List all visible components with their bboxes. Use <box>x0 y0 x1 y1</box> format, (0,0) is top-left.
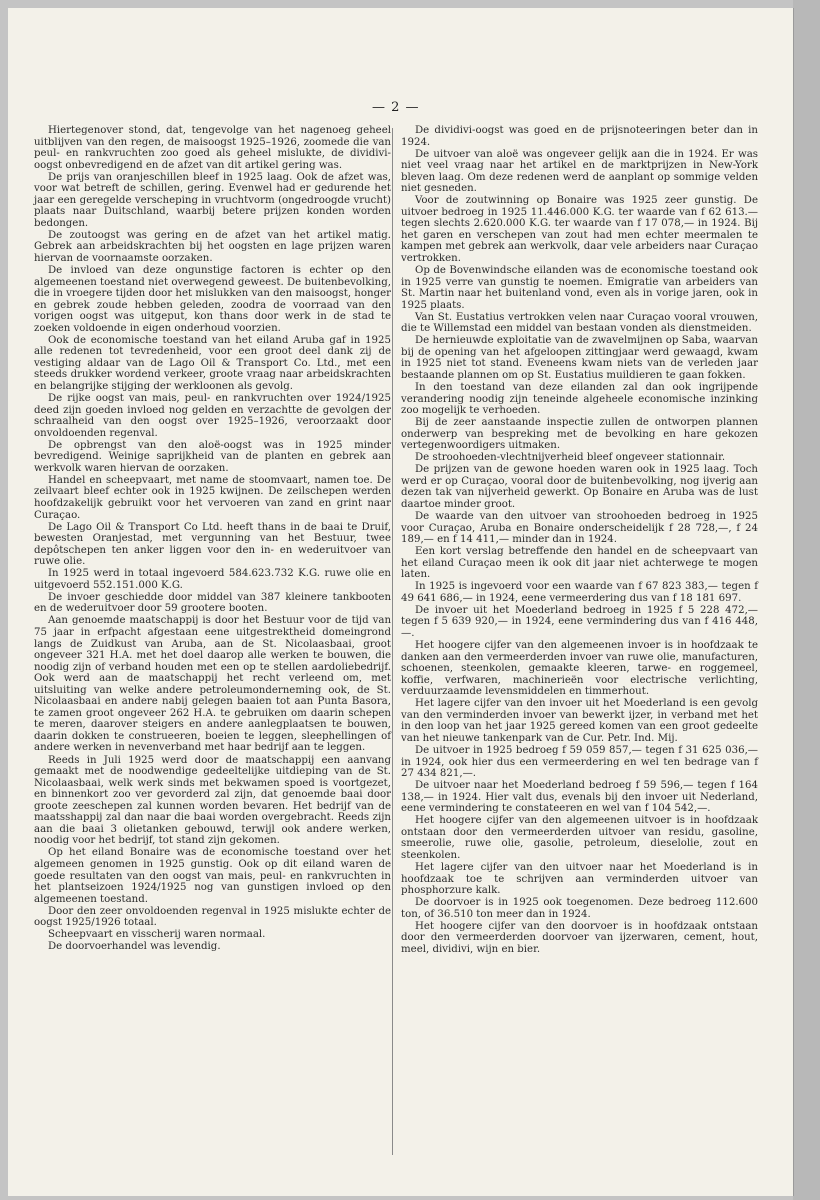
paragraph: Scheepvaart en visscherij waren normaal. <box>48 929 266 941</box>
paragraph: Door den zeer onvoldoenden regenval in 1925 mislukte echter de oogst 1925/1926 totaal. <box>34 905 391 929</box>
paragraph: De uitvoer van aloë was ongeveer gelijk aan die in 1924. Er was niet veel vraag naar het artikel en de marktprijzen in New-York bleven laag. Om deze redenen werd de aanplant op sommige velden niet gesneden. <box>401 148 758 195</box>
paragraph: Voor de zoutwinning op Bonaire was 1925 zeer gunstig. De uitvoer bedroeg in 1925 11.446.000 K.G. ter waarde van f 62 613.— tegen slechts 2.620.000 K.G. ter waarde van f 17 078,— in 1924. Bij het garen en verschepen van zout had men echter meermalen te kampen met gebrek aan werkvolk, daar vele arbeiders naar Curaçao vertrokken. <box>401 195 758 265</box>
paragraph: Het lagere cijfer van den uitvoer naar het Moederland is in hoofdzaak toe te schrijven aan verminderden uitvoer van phosphorzure kalk. <box>401 861 758 897</box>
paragraph: De waarde van den uitvoer van stroohoeden bedroeg in 1925 voor Curaçao, Aruba en Bonaire onderscheidelijk f 28 728,—, f 24 189,— en f 14 411,— minder dan in 1924. <box>401 511 758 546</box>
paragraph: Op de Bovenwindsche eilanden was de economische toestand ook in 1925 verre van gunstig te noemen. Emigratie van arbeiders van St. Martin naar het buitenland vond, even als in vorige jaren, ook in 1925 plaats. <box>401 265 758 311</box>
paragraph: Van St. Eustatius vertrokken velen naar Curaçao vooral vrouwen, die te Willemstad een middel van bestaan vonden als dienstmeiden. <box>401 311 758 335</box>
paragraph: De dividivi-oogst was goed en de prijsnoteeringen beter dan in 1924. <box>401 125 758 148</box>
paragraph: De zoutoogst was gering en de afzet van het artikel matig. Gebrek aan arbeidskrachten bij het oogsten en lage prijzen waren hiervan de voornaamste oorzaken. <box>34 229 391 265</box>
paragraph: Reeds in Juli 1925 werd door de maatschappij een aanvang gemaakt met de noodwendige gedeeltelijke uitdieping van de St. Nicolaasbaai, welk werk sinds met bekwamen spoed is voortgezet, en binnenkort zoo ver gevorderd zal zijn, dat genoemde baai door groote zeeschepen zal kunnen worden bevaren. Het bedrijf van de maatsshappij zal dan naar die baai worden overgebracht. Reeds zijn aan die baai 3 olietanken gebouwd, terwijl ook andere werken, noodig voor het bedrijf, tot stand zijn gekomen. <box>34 754 391 847</box>
paragraph: In den toestand van deze eilanden zal dan ook ingrijpende verandering noodig zijn teneinde algeheele economische inzinking zoo mogelijk te verhoeden. <box>401 382 758 417</box>
paragraph: De invloed van deze ongunstige factoren is echter op den algemeenen toestand niet overwegend geweest. De buitenbevolking, die in vroegere tijden door het mislukken van den maisoogst, honger en gebrek zoude hebben geleden, zoodra de voorraad van den vorigen oogst was uitgeput, kon thans door werk in de stad te zoeken voldoende in eigen onderhoud voorzien. <box>34 265 391 334</box>
paragraph: De invoer uit het Moederland bedroeg in 1925 f 5 228 472,— tegen f 5 639 920,— in 1924, eene vermindering dus van f 416 448,—. <box>401 604 758 640</box>
left-column <box>34 125 391 953</box>
paragraph: De doorvoerhandel was levendig. <box>48 941 221 953</box>
paragraph: Bij de zeer aanstaande inspectie zullen de ontworpen plannen onderwerp van bespreking met de bevolking en hare gekozen vertegenwoordigers uitmaken. <box>401 417 758 452</box>
paragraph: De uitvoer in 1925 bedroeg f 59 059 857,— tegen f 31 625 036,— in 1924, ook hier dus een vermeerdering en wel ten bedrage van f 27 434 821,—. <box>401 744 758 780</box>
paragraph: Hiertegenover stond, dat, tengevolge van het nagenoeg geheel uitblijven van den regen, de maisoogst 1925–1926, zoomede die van peul- en rankvruchten zoo goed als geheel mislukte, de dividivi-oogst onbevredigend en de afzet van dit artikel gering was. <box>34 125 391 171</box>
paragraph: Het hoogere cijfer van den algemeenen invoer is in hoofdzaak te danken aan den vermeerderden invoer van ruwe olie, manufacturen, schoenen, steenkolen, gemaakte kleeren, tarwe- en roggemeel, koffie, verfwaren, machinerieën voor electrische verlichting, verduurzaamde levensmiddelen en timmerhout. <box>401 640 758 698</box>
right-column <box>401 125 758 956</box>
paragraph: De invoer geschiedde door middel van 387 kleinere tankbooten en de wederuitvoer door 59 grootere booten. <box>34 591 391 615</box>
paragraph: Ook de economische toestand van het eiland Aruba gaf in 1925 alle redenen tot tevredenheid, voor een groot deel dank zij de vestiging aldaar van de Lago Oil & Transport Co. Ltd., met een steeds drukker wordend verkeer, groote vraag naar arbeidskrachten en belangrijke stijging der werkloonen als gevolg. <box>34 334 391 393</box>
paragraph: De rijke oogst van mais, peul- en rankvruchten over 1924/1925 deed zijn goeden invloed nog gelden en verzachtte de gevolgen der schraalheid van den oogst over 1925–1926, veroorzaakt door onvoldoenden regenval. <box>34 393 391 439</box>
paragraph: Het lagere cijfer van den invoer uit het Moederland is een gevolg van den verminderden invoer van bewerkt ijzer, in verband met het in den loop van het jaar 1925 gereed komen van een groot gedeelte van het nieuwe tankenpark van de Cur. Petr. Ind. Mij. <box>401 698 758 744</box>
paragraph: De prijzen van de gewone hoeden waren ook in 1925 laag. Toch werd er op Curaçao, vooral door de buitenbevolking, nog ijverig aan dezen tak van nijverheid gewerkt. Op Bonaire en Aruba was de lust daartoe minder groot. <box>401 464 758 510</box>
paragraph: In 1925 werd in totaal ingevoerd 584.623.732 K.G. ruwe olie en uitgevoerd 552.151.000 K.G. <box>34 568 391 591</box>
paragraph: De hernieuwde exploitatie van de zwavelmijnen op Saba, waarvan bij de opening van het afgeloopen zittingjaar werd gewaagd, kwam in 1925 niet tot stand. Eveneens kwam niets van de verleden jaar bestaande plannen om op St. Eustatius muildieren te gaan fokken. <box>401 335 758 381</box>
paragraph: De Lago Oil & Transport Co Ltd. heeft thans in de baai te Druif, bewesten Oranjestad, met vergunning van het Bestuur, twee depôtschepen ten anker liggen voor den in- en wederuitvoer van ruwe olie. <box>34 521 391 568</box>
paragraph: Aan genoemde maatschappij is door het Bestuur voor de tijd van 75 jaar in erfpacht afgestaan eene uitgestrektheid domeingrond langs de Zuidkust van Aruba, aan de St. Nicolaasbaai, groot ongeveer 321 H.A. met het doel daarop alle werken te bouwen, die noodig zijn of verband houden met een op te stellen aardoliebedrijf. Ook werd aan de maatschappij het recht verleend om, met uitsluiting van welke andere petroleumonderneming ook, de St. Nicolaasbaai en andere nabij gelegen baaien tot aan Punta Basora, te zamen groot ongeveer 262 H.A. te gebruiken om daarin schepen te meren, daarover steigers en andere aanlegplaatsen te bouwen, daarin dokken te construeeren, boeien te leggen, sleephellingen of andere werken in nevenverband met haar bedrijf aan te leggen. <box>34 615 391 754</box>
paragraph: Een kort verslag betreffende den handel en de scheepvaart van het eiland Curaçao meen ik ook dit jaar niet achterwege te mogen laten. <box>401 546 758 581</box>
paragraph: Handel en scheepvaart, met name de stoomvaart, namen toe. De zeilvaart bleef echter ook in 1925 kwijnen. De zeilschepen werden hoofdzakelijk gebruikt voor het vervoeren van zand en grint naar Curaçao. <box>34 474 391 521</box>
paragraph: Het hoogere cijfer van den algemeenen uitvoer is in hoofdzaak ontstaan door den vermeerderden uitvoer van residu, gasoline, smeerolie, ruwe olie, gasolie, petroleum, dieselolie, zout en steenkolen. <box>401 815 758 861</box>
paragraph: De stroohoeden-vlechtnijverheid bleef ongeveer stationnair. <box>415 452 726 464</box>
scan-background-edge <box>793 0 820 1200</box>
paragraph: De prijs van oranjeschillen bleef in 1925 laag. Ook de afzet was, voor wat betreft de schillen, gering. Evenwel had er gedurende het jaar een geregelde verscheping in vruchtvorm (ongedroogde vrucht) plaats naar Duitschland, waarbij betere prijzen konden worden bedongen. <box>34 171 391 229</box>
paragraph: De uitvoer naar het Moederland bedroeg f 59 596,— tegen f 164 138,— in 1924. Hier valt dus, evenals bij den invoer uit Nederland, eene vermindering te constateeren en wel van f 104 542,—. <box>401 780 758 815</box>
paragraph: Het hoogere cijfer van den doorvoer is in hoofdzaak ontstaan door den vermeerderden doorvoer van ijzerwaren, cement, hout, meel, dividivi, wijn en bier. <box>401 920 758 955</box>
paragraph: De opbrengst van den aloë-oogst was in 1925 minder bevredigend. Weinige saprijkheid van de planten en gebrek aan werkvolk waren hiervan de oorzaken. <box>34 439 391 474</box>
paragraph: Op het eiland Bonaire was de economische toestand over het algemeen genomen in 1925 gunstig. Ook op dit eiland waren de goede resultaten van den oogst van mais, peul- en rankvruchten in het plantseizoen 1924/1925 nog van gunstigen invloed op den algemeenen toestand. <box>34 847 391 905</box>
paragraph: De doorvoer is in 1925 ook toegenomen. Deze bedroeg 112.600 ton, of 36.510 ton meer dan in 1924. <box>401 897 758 920</box>
paragraph: In 1925 is ingevoerd voor een waarde van f 67 823 383,— tegen f 49 641 686,— in 1924, eene vermeerdering dus van f 18 181 697. <box>401 581 758 604</box>
page-number: — 2 — <box>372 100 420 115</box>
column-divider <box>392 128 393 1155</box>
